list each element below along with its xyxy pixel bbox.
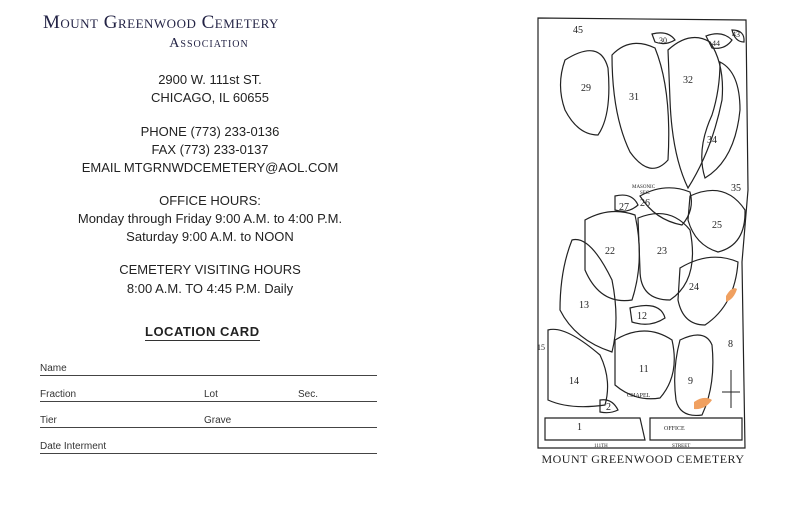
address-street: 2900 W. 111st ST.	[158, 72, 262, 87]
name-field[interactable]	[40, 361, 377, 376]
section-31-outline	[612, 43, 669, 168]
section-2-label: 2	[606, 402, 611, 413]
grave-label: Grave	[204, 415, 232, 426]
office-hours-saturday: Saturday 9:00 A.M. to NOON	[126, 229, 294, 244]
section-23-label: 23	[657, 246, 667, 257]
street-label: STREET	[672, 444, 691, 449]
office-hours-heading: OFFICE HOURS:	[159, 193, 261, 208]
section-32-label: 32	[683, 75, 693, 86]
address-city: CHICAGO, IL 60655	[150, 90, 269, 105]
date-interment-field[interactable]	[40, 439, 377, 454]
section-30-label: 30	[659, 36, 667, 45]
section-1-label: 1	[577, 422, 582, 433]
section-24-outline	[678, 257, 738, 325]
orange-marker-icon	[726, 288, 737, 302]
association-subtitle: Association	[169, 36, 249, 51]
section-24-label: 24	[689, 282, 699, 293]
name-label: Name	[40, 363, 67, 374]
date-interment-label: Date Interment	[40, 441, 107, 452]
section-12-label: 12	[637, 311, 647, 322]
section-43-label: 43	[732, 30, 740, 39]
fraction-lot-sec-row[interactable]	[40, 387, 377, 402]
section-44-label: 44	[712, 39, 720, 48]
email-address: EMAIL MTGRNWDCEMETERY@AOL.COM	[81, 160, 339, 175]
section-12-outline	[630, 306, 665, 325]
section-25-label: 25	[712, 220, 722, 231]
section-15-label: 15	[537, 343, 545, 352]
association-title: Mount Greenwood Cemetery	[43, 12, 279, 33]
section-9-label: 9	[688, 376, 693, 387]
section-34-label: 34	[707, 135, 717, 146]
section-8-label: 8	[728, 339, 733, 350]
section-14-outline	[548, 329, 608, 406]
tier-label: Tier	[40, 415, 57, 426]
chapel-label: CHAPEL	[627, 393, 651, 399]
location-card-title: LOCATION CARD	[145, 324, 260, 339]
section-13-label: 13	[579, 300, 589, 311]
section-11-label: 11	[639, 364, 649, 375]
fax-number: FAX (773) 233-0137	[151, 142, 269, 157]
street-number-label: 111TH	[594, 444, 608, 449]
masonic-sec-label: SEC.	[640, 191, 651, 196]
section-1-outline	[545, 418, 645, 440]
section-45-label: 45	[573, 25, 583, 36]
lot-label: Lot	[204, 389, 218, 400]
section-34-outline	[702, 62, 740, 178]
section-22-label: 22	[605, 246, 615, 257]
office-label: OFFICE	[664, 426, 685, 432]
office-hours-weekday: Monday through Friday 9:00 A.M. to 4:00 P.M.	[77, 211, 343, 226]
section-27-label: 27	[619, 202, 629, 213]
section-35-label: 35	[731, 183, 741, 194]
section-32-outline	[668, 38, 723, 189]
section-29-label: 29	[581, 83, 591, 94]
visiting-hours-heading: CEMETERY VISITING HOURS	[119, 262, 301, 277]
section-14-label: 14	[569, 376, 579, 387]
cemetery-map	[530, 14, 750, 449]
section-31-label: 31	[629, 92, 639, 103]
sec-label: Sec.	[298, 389, 319, 400]
north-arrow-icon	[722, 370, 740, 408]
masonic-label: MASONIC	[632, 185, 656, 190]
tier-grave-row[interactable]	[40, 413, 377, 428]
map-caption: MOUNT GREENWOOD CEMETERY	[541, 452, 745, 466]
orange-marker-icon	[694, 398, 712, 409]
visiting-hours-daily: 8:00 A.M. TO 4:45 P.M. Daily	[126, 281, 294, 296]
phone-number: PHONE (773) 233-0136	[140, 124, 280, 139]
fraction-label: Fraction	[40, 389, 77, 400]
section-26-label: 26	[640, 198, 650, 209]
